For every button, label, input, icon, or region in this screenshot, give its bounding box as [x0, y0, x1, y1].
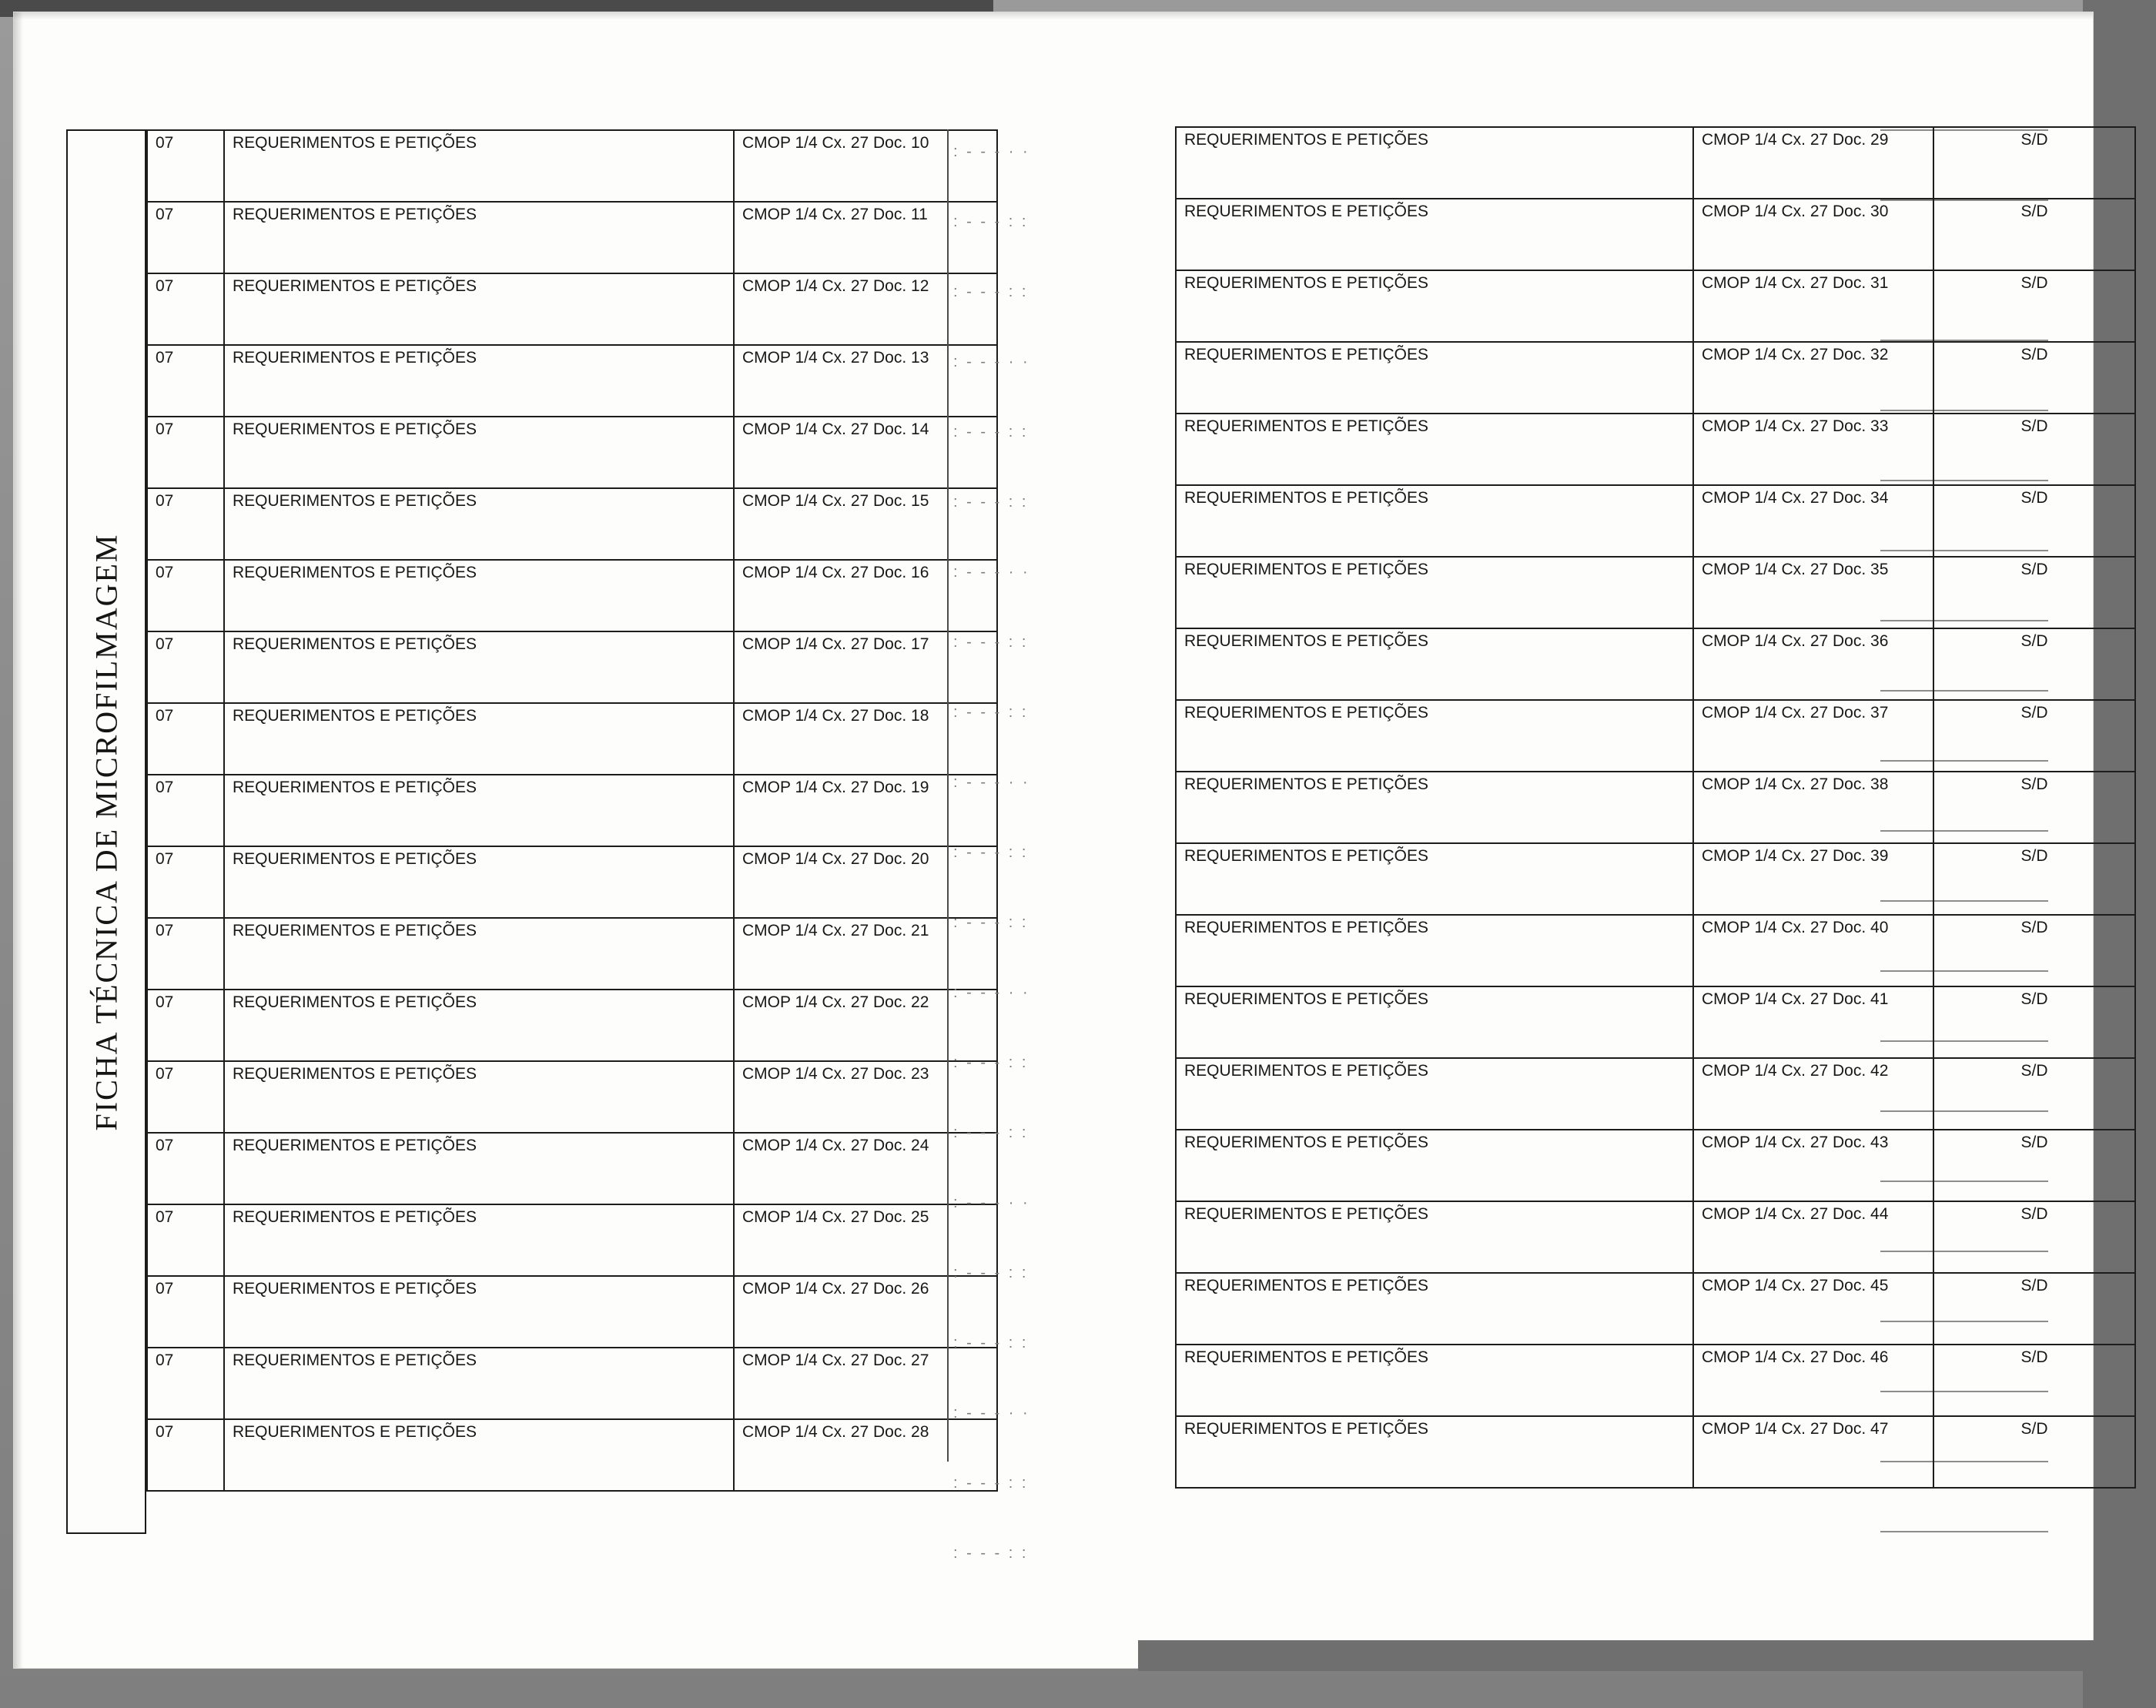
- cell-reference: CMOP 1/4 Cx. 27 Doc. 22: [734, 990, 997, 1061]
- cell-reference: CMOP 1/4 Cx. 27 Doc. 36: [1693, 628, 1933, 700]
- table-row: [1176, 127, 2135, 199]
- cell-status: S/D: [1933, 1058, 2135, 1130]
- scan-artifact-text: : - - - : :: [953, 1335, 1029, 1351]
- cell-description: REQUERIMENTOS E PETIÇÕES: [1176, 1273, 1693, 1345]
- scan-artifact-text: : - - - : :: [953, 914, 1029, 931]
- cell-reference: CMOP 1/4 Cx. 27 Doc. 43: [1693, 1130, 1933, 1201]
- cell-reference: CMOP 1/4 Cx. 27 Doc. 10: [734, 130, 997, 202]
- table-row: [1176, 414, 2135, 485]
- table-row: [1176, 1130, 2135, 1201]
- table-row: [1176, 1345, 2135, 1416]
- table-row: [147, 1204, 997, 1276]
- cell-reference: CMOP 1/4 Cx. 27 Doc. 46: [1693, 1345, 1933, 1416]
- cell-reference: CMOP 1/4 Cx. 27 Doc. 13: [734, 345, 997, 417]
- table-row: [147, 631, 997, 703]
- table-row: [147, 1276, 997, 1348]
- cell-number: 07: [147, 130, 224, 202]
- cell-description: REQUERIMENTOS E PETIÇÕES: [1176, 557, 1693, 628]
- cell-description: REQUERIMENTOS E PETIÇÕES: [1176, 772, 1693, 843]
- right-table-body: [1176, 127, 2135, 1488]
- cell-status: S/D: [1933, 1130, 2135, 1201]
- cell-description: REQUERIMENTOS E PETIÇÕES: [1176, 700, 1693, 772]
- cell-reference: CMOP 1/4 Cx. 27 Doc. 20: [734, 846, 997, 918]
- cell-number: 07: [147, 775, 224, 846]
- cell-reference: CMOP 1/4 Cx. 27 Doc. 18: [734, 703, 997, 775]
- cell-description: REQUERIMENTOS E PETIÇÕES: [224, 345, 734, 417]
- table-row: [147, 703, 997, 775]
- cell-number: 07: [147, 417, 224, 488]
- document-title-box: [66, 129, 146, 1534]
- cell-status: S/D: [1933, 628, 2135, 700]
- cell-reference: CMOP 1/4 Cx. 27 Doc. 15: [734, 488, 997, 560]
- cell-description: REQUERIMENTOS E PETIÇÕES: [224, 775, 734, 846]
- table-row: [1176, 986, 2135, 1058]
- cell-number: 07: [147, 1276, 224, 1348]
- cell-description: REQUERIMENTOS E PETIÇÕES: [224, 846, 734, 918]
- cell-reference: CMOP 1/4 Cx. 27 Doc. 25: [734, 1204, 997, 1276]
- table-row: [1176, 772, 2135, 843]
- scan-artifact-text: : - - - : :: [953, 704, 1029, 721]
- scan-artifact-text: : - - - · ·: [953, 984, 1030, 1001]
- table-row: [147, 775, 997, 846]
- table-row: [147, 1061, 997, 1133]
- cell-number: 07: [147, 345, 224, 417]
- cell-description: REQUERIMENTOS E PETIÇÕES: [224, 1276, 734, 1348]
- table-row: [1176, 485, 2135, 557]
- cell-reference: CMOP 1/4 Cx. 27 Doc. 12: [734, 273, 997, 345]
- cell-description: REQUERIMENTOS E PETIÇÕES: [1176, 1345, 1693, 1416]
- cell-status: S/D: [1933, 485, 2135, 557]
- cell-description: REQUERIMENTOS E PETIÇÕES: [224, 990, 734, 1061]
- cell-reference: CMOP 1/4 Cx. 27 Doc. 24: [734, 1133, 997, 1204]
- cell-description: REQUERIMENTOS E PETIÇÕES: [224, 1348, 734, 1419]
- cell-status: S/D: [1933, 127, 2135, 199]
- table-row: [147, 417, 997, 488]
- cell-reference: CMOP 1/4 Cx. 27 Doc. 33: [1693, 414, 1933, 485]
- cell-reference: CMOP 1/4 Cx. 27 Doc. 27: [734, 1348, 997, 1419]
- cell-description: REQUERIMENTOS E PETIÇÕES: [224, 488, 734, 560]
- cell-reference: CMOP 1/4 Cx. 27 Doc. 40: [1693, 915, 1933, 986]
- table-row: [147, 1348, 997, 1419]
- cell-status: S/D: [1933, 199, 2135, 270]
- scanned-page: [14, 12, 2093, 1668]
- cell-description: REQUERIMENTOS E PETIÇÕES: [1176, 628, 1693, 700]
- cell-reference: CMOP 1/4 Cx. 27 Doc. 16: [734, 560, 997, 631]
- scan-artifact-text: : - - - · ·: [953, 353, 1030, 370]
- cell-number: 07: [147, 846, 224, 918]
- page-title: FICHA TÉCNICA DE MICROFILMAGEM: [89, 533, 124, 1130]
- scan-artifact-text: : - - - : :: [953, 494, 1029, 511]
- scan-artifact-text: : - - - : :: [953, 283, 1029, 300]
- cell-number: 07: [147, 273, 224, 345]
- cell-description: REQUERIMENTOS E PETIÇÕES: [1176, 1416, 1693, 1488]
- table-row: [147, 273, 997, 345]
- table-row: [1176, 199, 2135, 270]
- table-row: [1176, 915, 2135, 986]
- cell-status: S/D: [1933, 1345, 2135, 1416]
- cell-description: REQUERIMENTOS E PETIÇÕES: [1176, 342, 1693, 414]
- cell-number: 07: [147, 1061, 224, 1133]
- cell-description: REQUERIMENTOS E PETIÇÕES: [224, 1133, 734, 1204]
- cell-description: REQUERIMENTOS E PETIÇÕES: [1176, 127, 1693, 199]
- scan-artifact-text: : - - - · ·: [953, 143, 1030, 160]
- cell-description: REQUERIMENTOS E PETIÇÕES: [1176, 915, 1693, 986]
- cell-status: S/D: [1933, 1201, 2135, 1273]
- cell-description: REQUERIMENTOS E PETIÇÕES: [1176, 986, 1693, 1058]
- scan-artifact-marks: [947, 129, 1115, 1562]
- cell-reference: CMOP 1/4 Cx. 27 Doc. 14: [734, 417, 997, 488]
- cell-reference: CMOP 1/4 Cx. 27 Doc. 23: [734, 1061, 997, 1133]
- cell-description: REQUERIMENTOS E PETIÇÕES: [1176, 485, 1693, 557]
- cell-reference: CMOP 1/4 Cx. 27 Doc. 19: [734, 775, 997, 846]
- cell-number: 07: [147, 560, 224, 631]
- cell-status: S/D: [1933, 986, 2135, 1058]
- cell-description: REQUERIMENTOS E PETIÇÕES: [224, 703, 734, 775]
- cell-number: 07: [147, 1204, 224, 1276]
- cell-reference: CMOP 1/4 Cx. 27 Doc. 41: [1693, 986, 1933, 1058]
- cell-description: REQUERIMENTOS E PETIÇÕES: [224, 631, 734, 703]
- cell-description: REQUERIMENTOS E PETIÇÕES: [224, 1419, 734, 1491]
- scan-artifact-text: : - - - : :: [953, 1475, 1029, 1492]
- cell-reference: CMOP 1/4 Cx. 27 Doc. 21: [734, 918, 997, 990]
- cell-description: REQUERIMENTOS E PETIÇÕES: [1176, 1058, 1693, 1130]
- page-shadow-left: [14, 12, 23, 1668]
- cell-reference: CMOP 1/4 Cx. 27 Doc. 32: [1693, 342, 1933, 414]
- scan-artifact-text: : - - - : :: [953, 213, 1029, 230]
- cell-number: 07: [147, 918, 224, 990]
- table-row: [1176, 1416, 2135, 1488]
- scan-artifact-text: : - - - · ·: [953, 1405, 1030, 1422]
- table-row: [1176, 700, 2135, 772]
- cell-number: 07: [147, 1348, 224, 1419]
- table-row: [147, 918, 997, 990]
- cell-number: 07: [147, 990, 224, 1061]
- scan-artifact-text: : - - - : :: [953, 634, 1029, 651]
- left-table-body: [147, 130, 997, 1491]
- table-row: [147, 1419, 997, 1491]
- cell-status: S/D: [1933, 557, 2135, 628]
- scan-artifact-text: : - - - · ·: [953, 1194, 1030, 1211]
- cell-description: REQUERIMENTOS E PETIÇÕES: [1176, 1201, 1693, 1273]
- table-row: [147, 345, 997, 417]
- cell-description: REQUERIMENTOS E PETIÇÕES: [224, 130, 734, 202]
- cell-reference: CMOP 1/4 Cx. 27 Doc. 38: [1693, 772, 1933, 843]
- cell-description: REQUERIMENTOS E PETIÇÕES: [224, 273, 734, 345]
- cell-description: REQUERIMENTOS E PETIÇÕES: [1176, 270, 1693, 342]
- table-row: [147, 130, 997, 202]
- cell-status: S/D: [1933, 915, 2135, 986]
- cell-status: S/D: [1933, 1273, 2135, 1345]
- cell-description: REQUERIMENTOS E PETIÇÕES: [224, 918, 734, 990]
- table-row: [1176, 557, 2135, 628]
- cell-reference: CMOP 1/4 Cx. 27 Doc. 28: [734, 1419, 997, 1491]
- page-shadow-top: [14, 12, 2093, 20]
- cell-description: REQUERIMENTOS E PETIÇÕES: [1176, 1130, 1693, 1201]
- cell-reference: CMOP 1/4 Cx. 27 Doc. 44: [1693, 1201, 1933, 1273]
- table-row: [147, 202, 997, 273]
- cell-reference: CMOP 1/4 Cx. 27 Doc. 45: [1693, 1273, 1933, 1345]
- cell-number: 07: [147, 488, 224, 560]
- cell-number: 07: [147, 703, 224, 775]
- table-row: [147, 488, 997, 560]
- scan-artifact-text: : - - - · ·: [953, 564, 1030, 581]
- table-row: [1176, 270, 2135, 342]
- cell-description: REQUERIMENTOS E PETIÇÕES: [224, 417, 734, 488]
- table-row: [147, 846, 997, 918]
- cell-status: S/D: [1933, 772, 2135, 843]
- cell-description: REQUERIMENTOS E PETIÇÕES: [1176, 199, 1693, 270]
- cell-reference: CMOP 1/4 Cx. 27 Doc. 26: [734, 1276, 997, 1348]
- cell-status: S/D: [1933, 843, 2135, 915]
- cell-description: REQUERIMENTOS E PETIÇÕES: [1176, 843, 1693, 915]
- scan-artifact-text: : - - - : :: [953, 1124, 1029, 1141]
- cell-status: S/D: [1933, 414, 2135, 485]
- cell-description: REQUERIMENTOS E PETIÇÕES: [224, 1061, 734, 1133]
- scan-artifact-text: : - - - : :: [953, 1264, 1029, 1281]
- left-records-table: [146, 129, 998, 1492]
- table-row: [1176, 342, 2135, 414]
- table-row: [1176, 1058, 2135, 1130]
- table-row: [1176, 1273, 2135, 1345]
- cell-reference: CMOP 1/4 Cx. 27 Doc. 35: [1693, 557, 1933, 628]
- cell-reference: CMOP 1/4 Cx. 27 Doc. 17: [734, 631, 997, 703]
- scan-artifact-text: : - - - : :: [953, 1545, 1029, 1562]
- cell-number: 07: [147, 631, 224, 703]
- table-row: [1176, 1201, 2135, 1273]
- cell-reference: CMOP 1/4 Cx. 27 Doc. 47: [1693, 1416, 1933, 1488]
- scan-artifact-text: : - - - : :: [953, 424, 1029, 440]
- cell-description: REQUERIMENTOS E PETIÇÕES: [1176, 414, 1693, 485]
- cell-number: 07: [147, 202, 224, 273]
- scan-artifact-text: : - - - : :: [953, 844, 1029, 861]
- cell-reference: CMOP 1/4 Cx. 27 Doc. 42: [1693, 1058, 1933, 1130]
- cell-status: S/D: [1933, 342, 2135, 414]
- table-row: [1176, 628, 2135, 700]
- table-row: [1176, 843, 2135, 915]
- cell-status: S/D: [1933, 1416, 2135, 1488]
- page-corner-notch: [1138, 1640, 2101, 1671]
- cell-number: 07: [147, 1133, 224, 1204]
- cell-number: 07: [147, 1419, 224, 1491]
- cell-reference: CMOP 1/4 Cx. 27 Doc. 39: [1693, 843, 1933, 915]
- table-row: [147, 560, 997, 631]
- table-row: [147, 990, 997, 1061]
- cell-reference: CMOP 1/4 Cx. 27 Doc. 31: [1693, 270, 1933, 342]
- cell-reference: CMOP 1/4 Cx. 27 Doc. 30: [1693, 199, 1933, 270]
- cell-reference: CMOP 1/4 Cx. 27 Doc. 34: [1693, 485, 1933, 557]
- cell-reference: CMOP 1/4 Cx. 27 Doc. 37: [1693, 700, 1933, 772]
- cell-description: REQUERIMENTOS E PETIÇÕES: [224, 1204, 734, 1276]
- cell-status: S/D: [1933, 270, 2135, 342]
- right-records-table: [1175, 126, 2136, 1489]
- cell-reference: CMOP 1/4 Cx. 27 Doc. 29: [1693, 127, 1933, 199]
- scan-artifact-text: : - - - · ·: [953, 774, 1030, 791]
- scan-artifact-line: [1880, 1531, 2048, 1532]
- cell-description: REQUERIMENTOS E PETIÇÕES: [224, 202, 734, 273]
- scan-artifact-text: : - - - : :: [953, 1054, 1029, 1071]
- cell-status: S/D: [1933, 700, 2135, 772]
- cell-reference: CMOP 1/4 Cx. 27 Doc. 11: [734, 202, 997, 273]
- cell-description: REQUERIMENTOS E PETIÇÕES: [224, 560, 734, 631]
- table-row: [147, 1133, 997, 1204]
